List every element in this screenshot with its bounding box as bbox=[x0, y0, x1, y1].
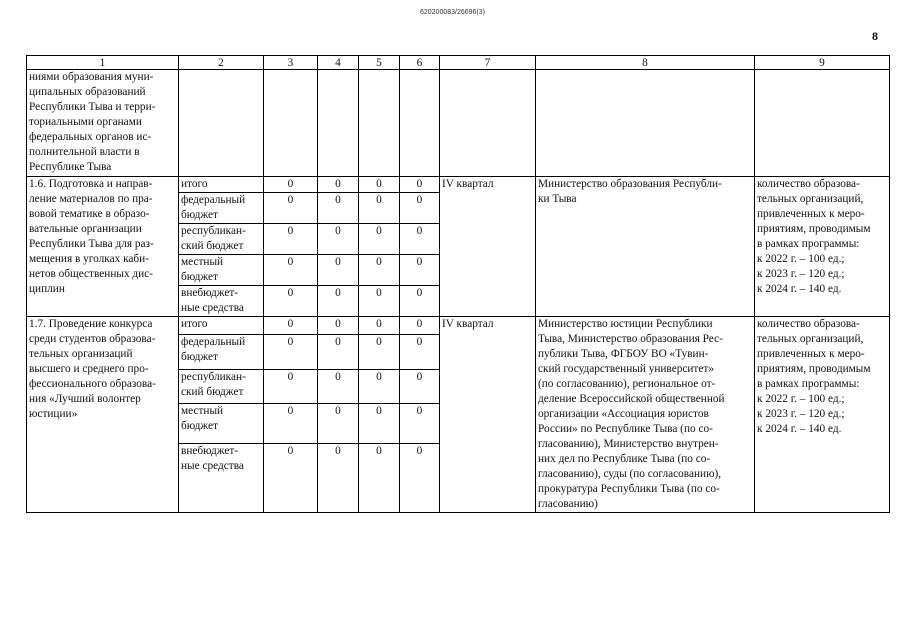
item-result: количество образова- тельных организаций, привлеченных к меро- приятиям, проводимым в рамках программы: к 2022 г. – 100 ед.; к 2023 г. – 120 ед.; к 2024 г. – 140 ед. bbox=[755, 177, 890, 317]
header-cell: 1 bbox=[27, 56, 179, 70]
value-cell: 0 bbox=[318, 255, 359, 286]
header-cell: 3 bbox=[264, 56, 318, 70]
header-cell: 5 bbox=[359, 56, 400, 70]
empty-cell bbox=[440, 70, 536, 177]
empty-cell bbox=[318, 70, 359, 177]
value-cell: 0 bbox=[359, 193, 400, 224]
value-cell: 0 bbox=[359, 317, 400, 335]
value-cell: 0 bbox=[359, 404, 400, 443]
value-cell: 0 bbox=[400, 255, 440, 286]
value-cell: 0 bbox=[359, 224, 400, 255]
source-name: федеральный бюджет bbox=[179, 334, 264, 369]
value-cell: 0 bbox=[359, 369, 400, 404]
plan-table bbox=[26, 55, 890, 513]
item-result: количество образова- тельных организаций, привлеченных к меро- приятиям, проводимым в рамках программы: к 2022 г. – 100 ед.; к 2023 г. – 120 ед.; к 2024 г. – 140 ед. bbox=[755, 317, 890, 513]
empty-cell bbox=[264, 70, 318, 177]
value-cell: 0 bbox=[400, 286, 440, 317]
empty-cell bbox=[536, 70, 755, 177]
empty-cell bbox=[179, 70, 264, 177]
value-cell: 0 bbox=[318, 334, 359, 369]
source-name: местный бюджет bbox=[179, 255, 264, 286]
value-cell: 0 bbox=[318, 177, 359, 193]
header-cell: 7 bbox=[440, 56, 536, 70]
item-term: IV квартал bbox=[440, 177, 536, 317]
source-name: итого bbox=[179, 177, 264, 193]
value-cell: 0 bbox=[264, 255, 318, 286]
value-cell: 0 bbox=[318, 369, 359, 404]
source-name: федеральный бюджет bbox=[179, 193, 264, 224]
table-row bbox=[27, 317, 890, 335]
value-cell: 0 bbox=[400, 404, 440, 443]
value-cell: 0 bbox=[264, 443, 318, 512]
value-cell: 0 bbox=[400, 177, 440, 193]
empty-cell bbox=[755, 70, 890, 177]
table-row bbox=[27, 177, 890, 193]
value-cell: 0 bbox=[264, 286, 318, 317]
empty-cell bbox=[400, 70, 440, 177]
value-cell: 0 bbox=[264, 369, 318, 404]
value-cell: 0 bbox=[359, 255, 400, 286]
empty-cell bbox=[359, 70, 400, 177]
item-executor: Министерство образования Республи- ки Тыва bbox=[536, 177, 755, 317]
item-term: IV квартал bbox=[440, 317, 536, 513]
header-cell: 4 bbox=[318, 56, 359, 70]
value-cell: 0 bbox=[400, 369, 440, 404]
value-cell: 0 bbox=[359, 286, 400, 317]
value-cell: 0 bbox=[318, 286, 359, 317]
source-name: итого bbox=[179, 317, 264, 335]
value-cell: 0 bbox=[264, 177, 318, 193]
source-name: республикан- ский бюджет bbox=[179, 224, 264, 255]
value-cell: 0 bbox=[264, 334, 318, 369]
header-cell: 2 bbox=[179, 56, 264, 70]
item-title: 1.6. Подготовка и направ- ление материалов по пра- вовой тематике в образо- вательные организации Республики Тыва для раз- мещения в уголках каби- нетов общественных дис- циплин bbox=[27, 177, 179, 317]
source-name: внебюджет- ные средства bbox=[179, 286, 264, 317]
page-number: 8 bbox=[872, 29, 878, 43]
value-cell: 0 bbox=[400, 193, 440, 224]
document-id: 620200083/26696(3) bbox=[419, 9, 485, 16]
continuation-text: ниями образования муни- ципальных образований Республики Тыва и терри- ториальными органами федеральных органов ис- полнительной власти в Республике Тыва bbox=[27, 70, 179, 177]
value-cell: 0 bbox=[318, 317, 359, 335]
value-cell: 0 bbox=[400, 224, 440, 255]
source-name: местный бюджет bbox=[179, 404, 264, 443]
header-cell: 8 bbox=[536, 56, 755, 70]
value-cell: 0 bbox=[264, 224, 318, 255]
source-name: внебюджет- ные средства bbox=[179, 443, 264, 512]
value-cell: 0 bbox=[264, 193, 318, 224]
value-cell: 0 bbox=[400, 443, 440, 512]
continuation-row bbox=[27, 70, 890, 177]
value-cell: 0 bbox=[359, 334, 400, 369]
value-cell: 0 bbox=[400, 317, 440, 335]
table-header-row bbox=[27, 56, 890, 70]
header-cell: 9 bbox=[755, 56, 890, 70]
value-cell: 0 bbox=[318, 404, 359, 443]
source-name: республикан- ский бюджет bbox=[179, 369, 264, 404]
value-cell: 0 bbox=[359, 443, 400, 512]
header-cell: 6 bbox=[400, 56, 440, 70]
value-cell: 0 bbox=[318, 224, 359, 255]
item-executor: Министерство юстиции Республики Тыва, Министерство образования Рес- публики Тыва, ФГБОУ ВО «Тувин- ский государственный университет» (по согласованию), региональное от- деление Всероссийской общественной организации «Ассоциация юристов России» по Республике Тыва (по со- гласованию), Министерство внутрен- них дел по Республике Тыва (по со- гласованию), суды (по согласованию), прокуратура Республики Тыва (по со- гласованию) bbox=[536, 317, 755, 513]
value-cell: 0 bbox=[318, 443, 359, 512]
value-cell: 0 bbox=[264, 404, 318, 443]
value-cell: 0 bbox=[318, 193, 359, 224]
item-title: 1.7. Проведение конкурса среди студентов образова- тельных организаций высшего и среднего про- фессионального образова- ния «Лучший волонтер юстиции» bbox=[27, 317, 179, 513]
value-cell: 0 bbox=[400, 334, 440, 369]
value-cell: 0 bbox=[264, 317, 318, 335]
value-cell: 0 bbox=[359, 177, 400, 193]
